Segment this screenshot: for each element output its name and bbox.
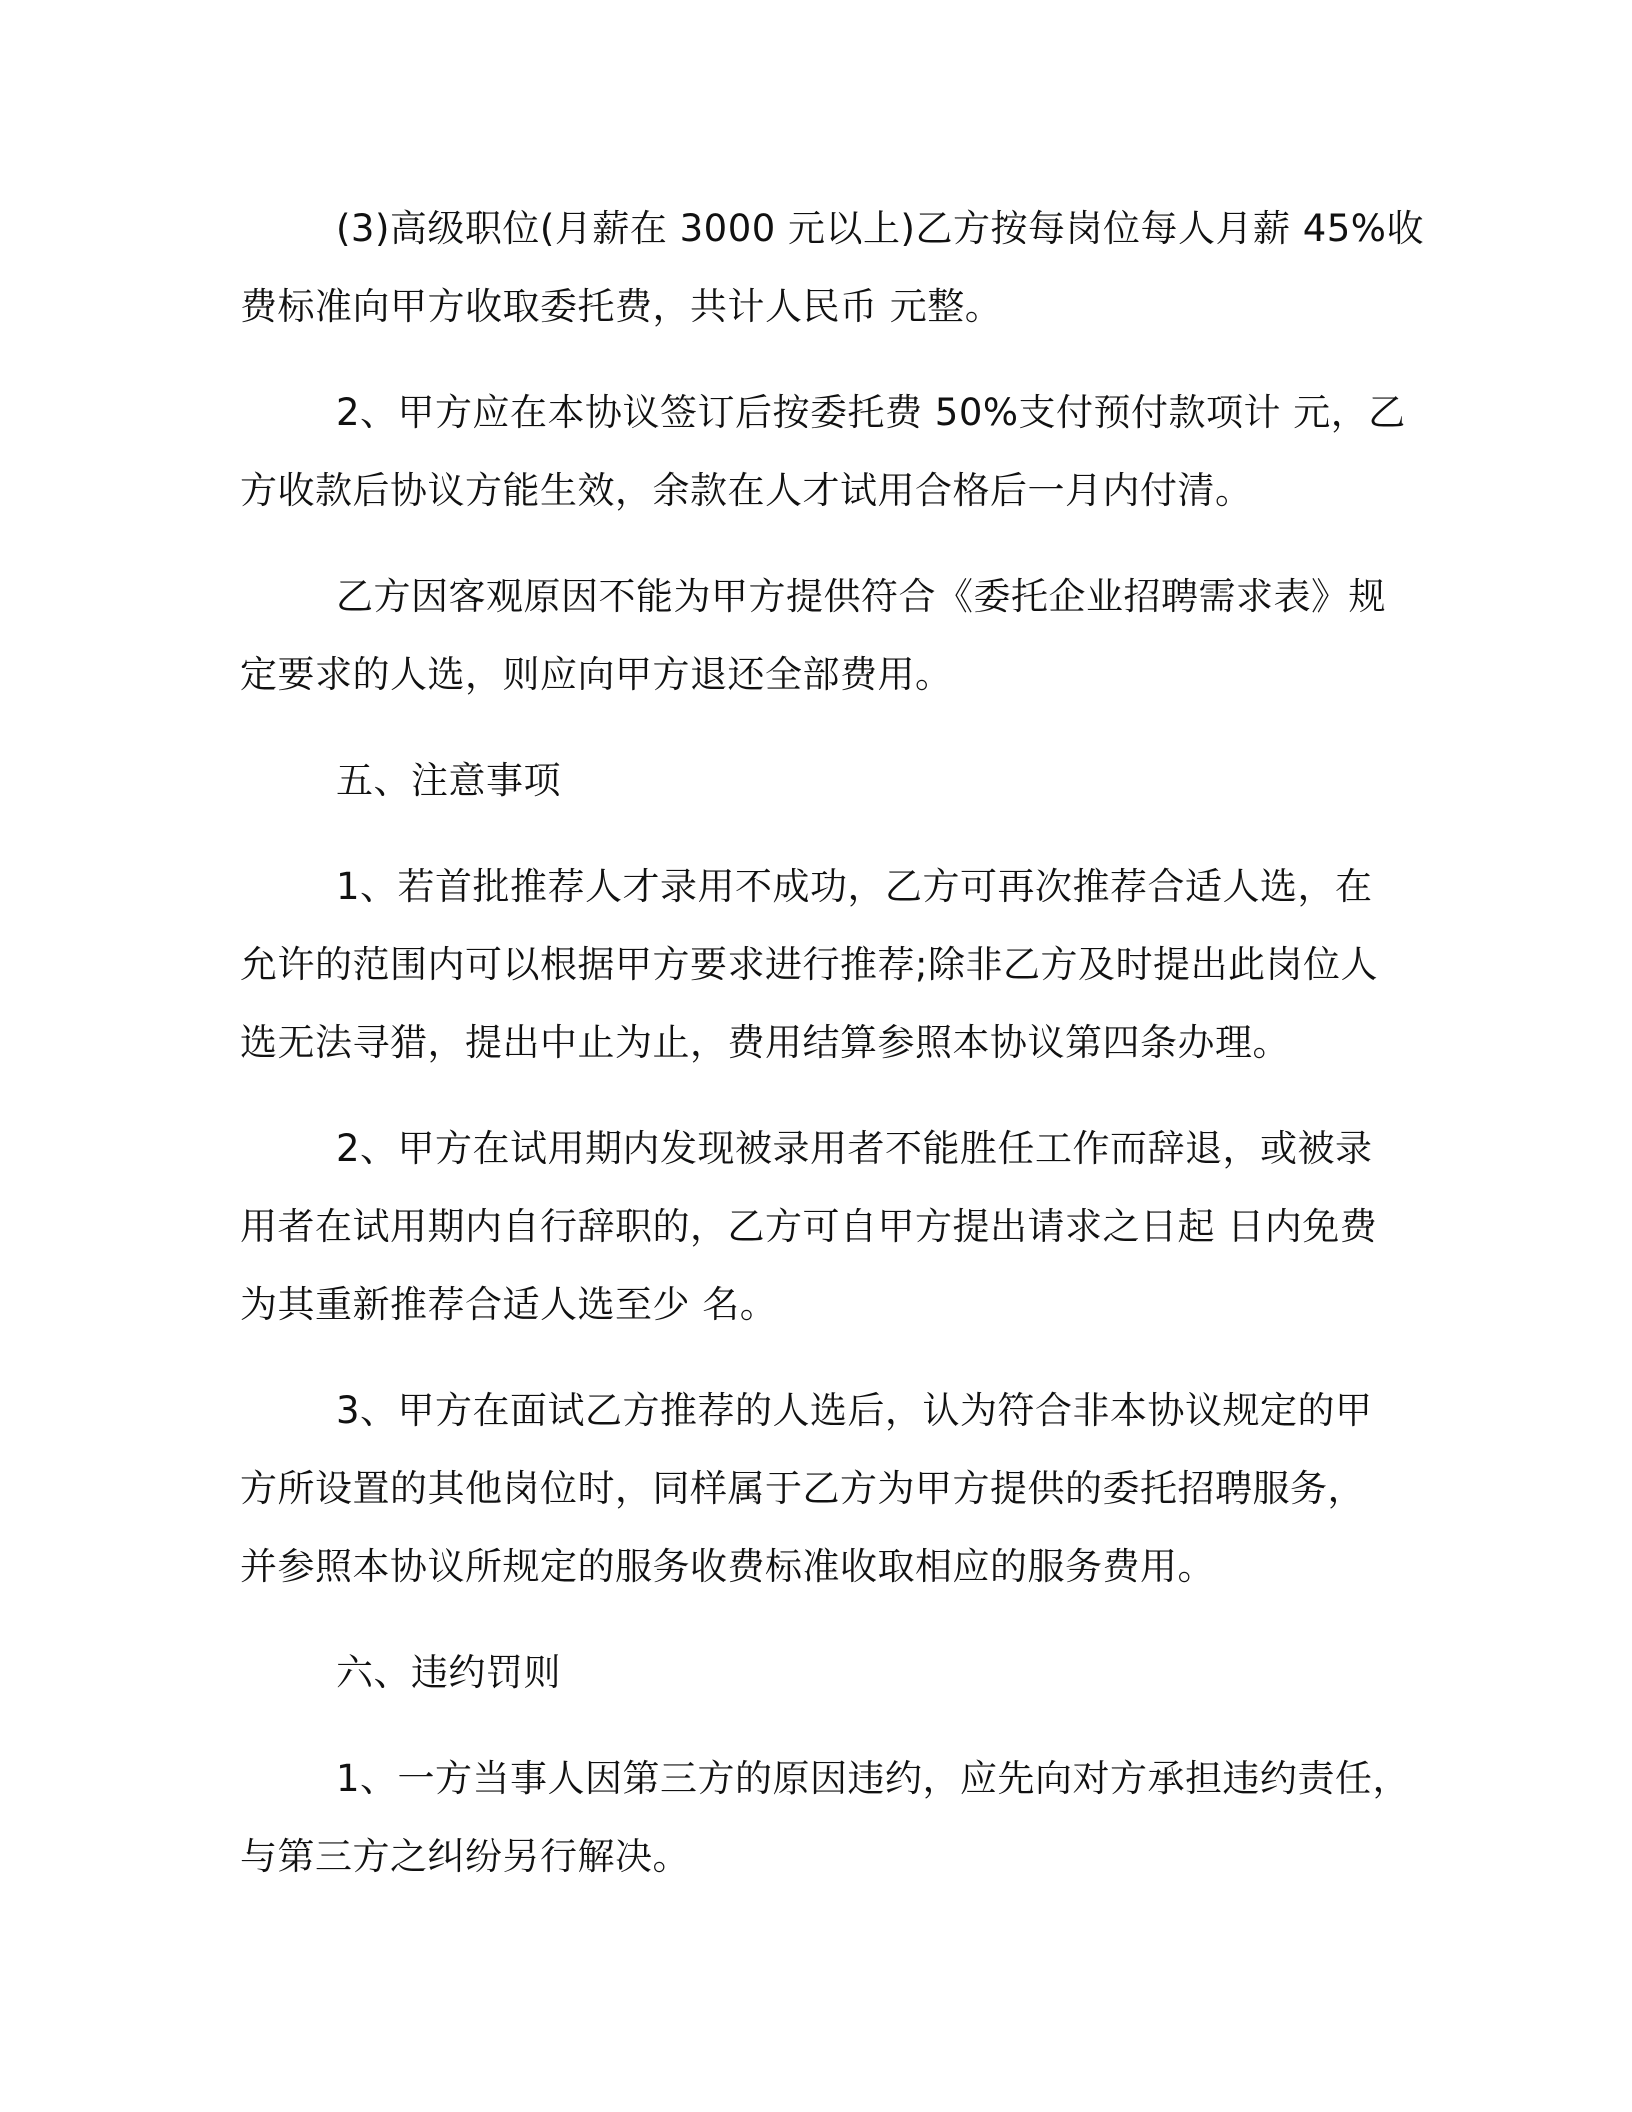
text-line: 2、甲方应在本协议签订后按委托费 50%支付预付款项计 元，乙 bbox=[336, 391, 1406, 434]
text-line: 为其重新推荐合适人选至少 名。 bbox=[240, 1283, 778, 1326]
text-line: 允许的范围内可以根据甲方要求进行推荐;除非乙方及时提出此岗位人 bbox=[240, 943, 1378, 986]
para-notes-3 bbox=[240, 1372, 1390, 1606]
section-heading-penalty bbox=[240, 1634, 1390, 1712]
text-line: 费标准向甲方收取委托费，共计人民币 元整。 bbox=[240, 285, 1003, 328]
para-refund bbox=[240, 558, 1390, 714]
text-line: 3、甲方在面试乙方推荐的人选后，认为符合非本协议规定的甲 bbox=[336, 1389, 1373, 1432]
text-line: 1、一方当事人因第三方的原因违约，应先向对方承担违约责任， bbox=[336, 1757, 1411, 1800]
para-senior-position-fee bbox=[240, 190, 1424, 346]
document-body bbox=[240, 190, 1424, 1896]
text-line: 方所设置的其他岗位时，同样属于乙方为甲方提供的委托招聘服务， bbox=[240, 1467, 1365, 1510]
section-heading-notes bbox=[240, 742, 1390, 820]
section-heading-text: 五、注意事项 bbox=[336, 759, 561, 802]
text-line: 与第三方之纠纷另行解决。 bbox=[240, 1835, 690, 1878]
para-prepayment bbox=[240, 374, 1406, 530]
text-line: 乙方因客观原因不能为甲方提供符合《委托企业招聘需求表》规 bbox=[336, 575, 1386, 618]
text-line: (3)高级职位(月薪在 3000 元以上)乙方按每岗位每人月薪 45%收 bbox=[336, 207, 1424, 250]
text-line: 定要求的人选，则应向甲方退还全部费用。 bbox=[240, 653, 953, 696]
para-notes-1 bbox=[240, 848, 1390, 1082]
text-line: 选无法寻猎，提出中止为止，费用结算参照本协议第四条办理。 bbox=[240, 1021, 1290, 1064]
para-penalty-1 bbox=[240, 1740, 1411, 1896]
para-notes-2 bbox=[240, 1110, 1390, 1344]
text-line: 并参照本协议所规定的服务收费标准收取相应的服务费用。 bbox=[240, 1545, 1215, 1588]
text-line: 1、若首批推荐人才录用不成功，乙方可再次推荐合适人选，在 bbox=[336, 865, 1373, 908]
section-heading-text: 六、违约罚则 bbox=[336, 1651, 561, 1694]
text-line: 2、甲方在试用期内发现被录用者不能胜任工作而辞退，或被录 bbox=[336, 1127, 1373, 1170]
text-line: 方收款后协议方能生效，余款在人才试用合格后一月内付清。 bbox=[240, 469, 1253, 512]
text-line: 用者在试用期内自行辞职的，乙方可自甲方提出请求之日起 日内免费 bbox=[240, 1205, 1378, 1248]
